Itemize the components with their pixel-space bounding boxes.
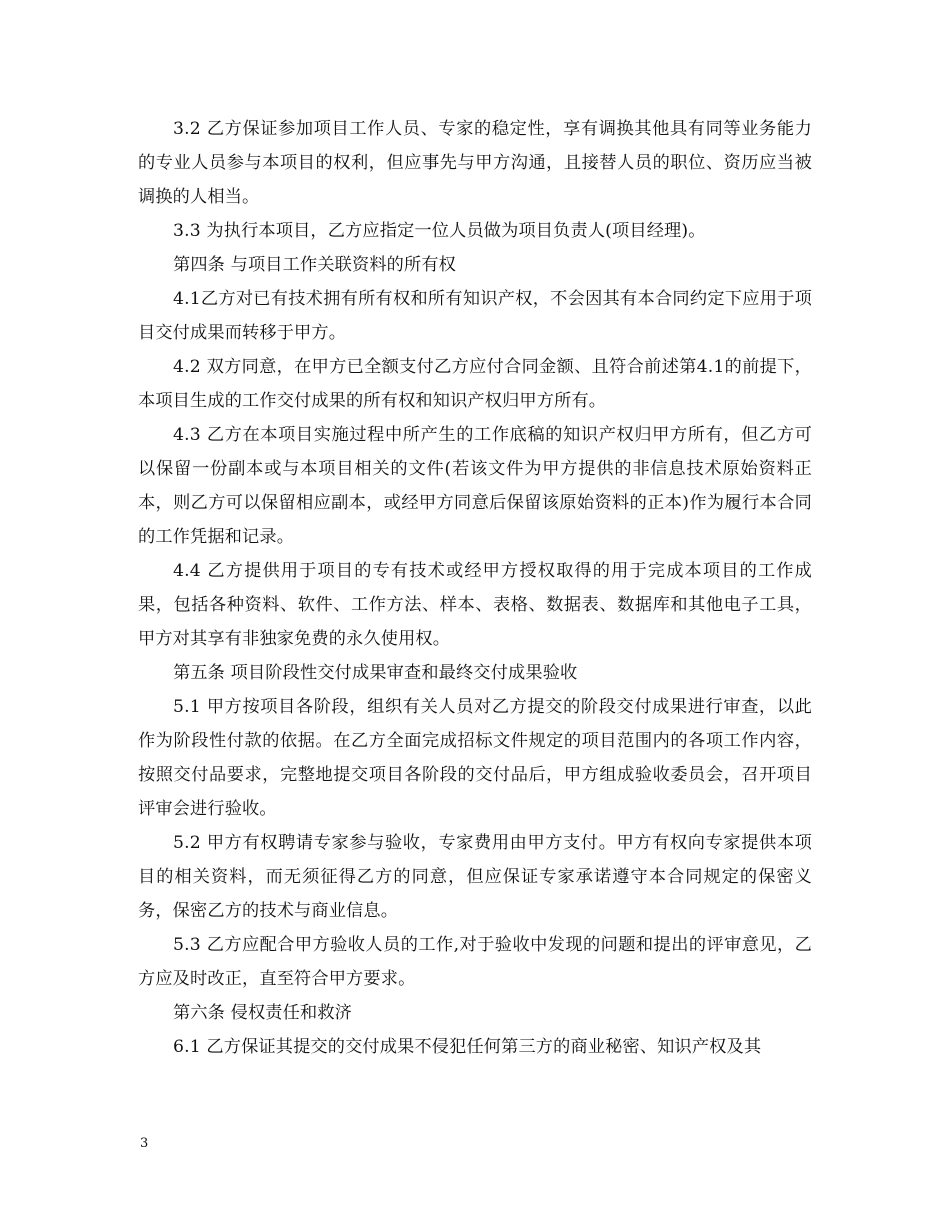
article-5-heading: 第五条 项目阶段性交付成果审查和最终交付成果验收 <box>173 663 578 683</box>
article-6-heading: 第六条 侵权责任和救济 <box>173 1003 352 1023</box>
paragraph-4-3: 4.3 乙方在本项目实施过程中所产生的工作底稿的知识产权归甲方所有，但乙方可以保留一份副本或与本项目相关的文件(若该文件为甲方提供的非信息技术原始资料正本，则乙方可以保留相应副本，或经甲方同意后保留该原始资料的正本)作为履行本合同的工作凭据和记录。 <box>138 425 812 547</box>
paragraph-4-2: 4.2 双方同意，在甲方已全额支付乙方应付合同金额、且符合前述第4.1的前提下，本项目生成的工作交付成果的所有权和知识产权归甲方所有。 <box>138 357 812 411</box>
paragraph-5-3: 5.3 乙方应配合甲方验收人员的工作,对于验收中发现的问题和提出的评审意见，乙方应及时改正，直至符合甲方要求。 <box>138 935 812 989</box>
paragraph-4-1: 4.1乙方对已有技术拥有所有权和所有知识产权，不会因其有本合同约定下应用于项目交付成果而转移于甲方。 <box>138 289 812 343</box>
document-body <box>138 112 812 1064</box>
paragraph-5-2: 5.2 甲方有权聘请专家参与验收，专家费用由甲方支付。甲方有权向专家提供本项目的相关资料，而无须征得乙方的同意，但应保证专家承诺遵守本合同规定的保密义务，保密乙方的技术与商业信息。 <box>138 833 812 921</box>
paragraph-4-4: 4.4 乙方提供用于项目的专有技术或经甲方授权取得的用于完成本项目的工作成果，包括各种资料、软件、工作方法、样本、表格、数据表、数据库和其他电子工具，甲方对其享有非独家免费的永久使用权。 <box>138 561 812 649</box>
page-number: 3 <box>140 1136 149 1151</box>
article-4-heading: 第四条 与项目工作关联资料的所有权 <box>173 255 457 275</box>
paragraph-5-1: 5.1 甲方按项目各阶段，组织有关人员对乙方提交的阶段交付成果进行审查，以此作为阶段性付款的依据。在乙方全面完成招标文件规定的项目范围内的各项工作内容，按照交付品要求，完整地提交项目各阶段的交付品后，甲方组成验收委员会，召开项目评审会进行验收。 <box>138 697 812 819</box>
paragraph-3-2: 3.2 乙方保证参加项目工作人员、专家的稳定性，享有调换其他具有同等业务能力的专业人员参与本项目的权利，但应事先与甲方沟通，且接替人员的职位、资历应当被调换的人相当。 <box>138 119 812 207</box>
paragraph-3-3: 3.3 为执行本项目，乙方应指定一位人员做为项目负责人(项目经理)。 <box>173 221 706 241</box>
paragraph-6-1: 6.1 乙方保证其提交的交付成果不侵犯任何第三方的商业秘密、知识产权及其 <box>173 1037 762 1057</box>
